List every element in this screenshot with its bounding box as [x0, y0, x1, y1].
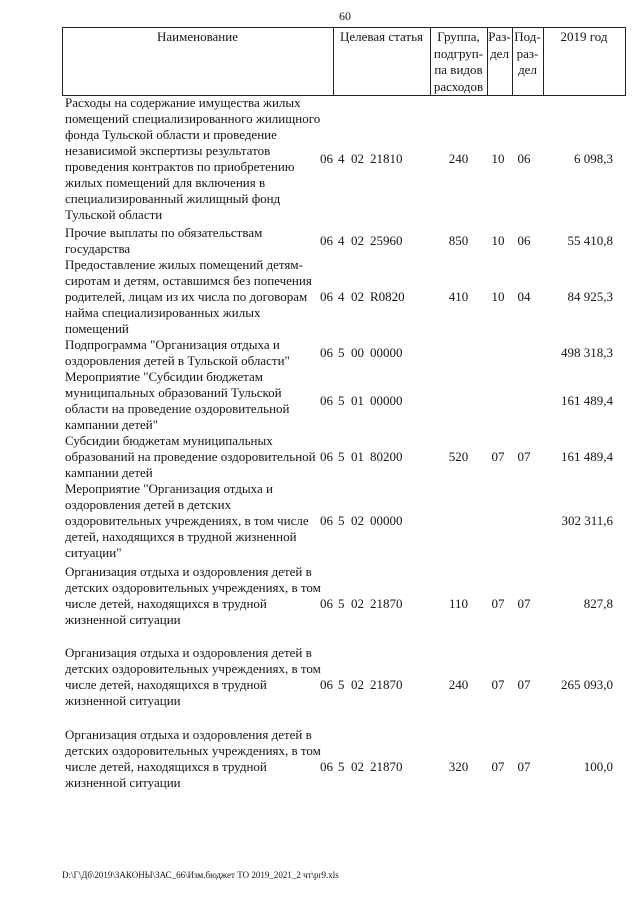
subsection: 07	[517, 596, 531, 611]
section: 10	[491, 151, 505, 166]
target-code-direction: 00000	[370, 345, 403, 360]
target-code-event: 02	[351, 759, 364, 774]
target-code-program: 06	[320, 677, 333, 692]
row-values	[0, 677, 640, 693]
target-code-program: 06	[320, 289, 333, 304]
target-code-direction: 00000	[370, 513, 403, 528]
target-code-direction: 25960	[370, 233, 403, 248]
target-code-event: 00	[351, 345, 364, 360]
row-name-line: числе детей, находящихся в трудной	[65, 677, 267, 692]
row-name-line: Тульской области	[65, 207, 163, 222]
target-code-subprogram: 5	[338, 759, 345, 774]
row-name-line: детских оздоровительных учреждениях, в том	[65, 743, 321, 758]
target-code-subprogram: 5	[338, 449, 345, 464]
target-code-subprogram: 5	[338, 393, 345, 408]
target-code-program: 06	[320, 345, 333, 360]
header-subsection-line: раз-	[516, 45, 539, 61]
section: 10	[491, 289, 505, 304]
page-number: 60	[339, 9, 351, 23]
amount-2019: 161 489,4	[561, 393, 613, 408]
target-code-subprogram: 4	[338, 233, 345, 248]
row-name-line: числе детей, находящихся в трудной	[65, 759, 267, 774]
expense-group: 520	[448, 449, 469, 464]
header-name-label: Наименование	[157, 29, 238, 44]
section: 07	[491, 677, 505, 692]
table-row	[0, 564, 640, 627]
row-name-line: муниципальных образований Тульской	[65, 385, 282, 400]
table-row	[0, 481, 640, 560]
amount-2019: 100,0	[583, 759, 613, 774]
row-values	[0, 449, 640, 465]
row-values	[0, 596, 640, 612]
row-name-line: детских оздоровительных учреждениях, в том	[65, 580, 321, 595]
target-code-event: 02	[351, 596, 364, 611]
expense-group: 110	[448, 596, 469, 611]
header-group-line: па видов	[434, 62, 483, 77]
header-subsection-line: дел	[518, 62, 537, 77]
table-row	[0, 337, 640, 368]
target-code-direction: 21870	[370, 596, 403, 611]
row-name-line: оздоровления детей в Тульской области"	[65, 353, 290, 368]
header-year	[543, 29, 625, 46]
target-code-event: 02	[351, 677, 364, 692]
row-name-line: Прочие выплаты по обязательствам	[65, 225, 263, 240]
row-values	[0, 151, 640, 167]
expense-group: 240	[448, 677, 469, 692]
target-code-event: 02	[351, 289, 364, 304]
header-section-line: Раз-	[488, 29, 511, 44]
amount-2019: 6 098,3	[574, 151, 613, 166]
row-name-line: кампании детей	[65, 465, 153, 480]
row-name-line: сиротам и детям, оставшимся без попечения	[65, 273, 312, 288]
target-code-program: 06	[320, 233, 333, 248]
row-name-line: родителей, лицам из их числа по договорам	[65, 289, 308, 304]
table-row	[0, 727, 640, 790]
target-code-direction: 00000	[370, 393, 403, 408]
row-name-line: помещений	[65, 321, 129, 336]
row-name-line: Организация отдыха и оздоровления детей в	[65, 645, 312, 660]
row-name-line: проведения контрактов по приобретению	[65, 159, 295, 174]
section: 07	[491, 759, 505, 774]
expense-group: 410	[448, 289, 469, 304]
header-target	[333, 29, 430, 46]
table-row	[0, 95, 640, 222]
amount-2019: 265 093,0	[561, 677, 613, 692]
expense-group: 240	[448, 151, 469, 166]
row-name-line: детских оздоровительных учреждениях, в том	[65, 661, 321, 676]
header-group-line: Группа,	[437, 29, 480, 44]
section: 10	[491, 233, 505, 248]
row-values	[0, 393, 640, 409]
row-name-line: числе детей, находящихся в трудной	[65, 596, 267, 611]
table-row	[0, 225, 640, 256]
section: 07	[491, 449, 505, 464]
table-row	[0, 369, 640, 432]
header-year-label: 2019 год	[560, 29, 608, 44]
row-values	[0, 289, 640, 305]
header-section-line: дел	[490, 45, 509, 61]
row-name-line: жизненной ситуации	[65, 612, 181, 627]
row-values	[0, 759, 640, 775]
section: 07	[491, 596, 505, 611]
row-name-line: детей, находящихся в трудной жизненной	[65, 529, 297, 544]
amount-2019: 827,8	[583, 596, 613, 611]
header-target-label: Целевая статья	[339, 29, 423, 44]
target-code-subprogram: 5	[338, 677, 345, 692]
target-code-program: 06	[320, 393, 333, 408]
table-row	[0, 433, 640, 480]
expense-group: 320	[448, 759, 469, 774]
row-name-line: Организация отдыха и оздоровления детей в	[65, 564, 312, 579]
subsection: 04	[517, 289, 531, 304]
target-code-subprogram: 5	[338, 345, 345, 360]
row-name-line: кампании детей"	[65, 417, 159, 432]
header-name	[62, 29, 333, 46]
header-section	[487, 29, 512, 62]
header-group-line: подгруп-	[433, 45, 484, 61]
amount-2019: 498 318,3	[561, 345, 613, 360]
amount-2019: 302 311,6	[561, 513, 613, 528]
target-code-direction: 80200	[370, 449, 403, 464]
row-name-line: оздоровительных учреждениях, в том числе	[65, 513, 309, 528]
row-name-line: Мероприятие "Субсидии бюджетам	[65, 369, 264, 384]
header-group	[430, 29, 487, 95]
file-path-footer: D:\Г\Дб\2019\ЗАКОНЫ\ЗАС_66\Изм.бюджет ТО 2019_2021_2 чт\pr9.xls	[62, 870, 339, 880]
header-group-line: расходов	[433, 78, 484, 94]
row-values	[0, 345, 640, 361]
row-name-line: области на проведение оздоровительной	[65, 401, 290, 416]
row-name-line: Субсидии бюджетам муниципальных	[65, 433, 273, 448]
table-row	[0, 257, 640, 336]
row-name-line: специализированный жилищный фонд	[65, 191, 281, 206]
table-row	[0, 645, 640, 708]
amount-2019: 55 410,8	[567, 233, 613, 248]
target-code-subprogram: 4	[338, 151, 345, 166]
row-name-line: Расходы на содержание имущества жилых	[65, 95, 301, 110]
row-name-line: найма специализированных жилых	[65, 305, 261, 320]
row-name-line: Мероприятие "Организация отдыха и	[65, 481, 273, 496]
subsection: 07	[517, 677, 531, 692]
row-name-line: независимой экспертизы результатов	[65, 143, 271, 158]
target-code-event: 01	[351, 449, 364, 464]
header-subsection	[512, 29, 543, 79]
row-name-line: Подпрограмма "Организация отдыха и	[65, 337, 280, 352]
target-code-subprogram: 4	[338, 289, 345, 304]
row-name-line: фонда Тульской области и проведение	[65, 127, 277, 142]
target-code-direction: 21810	[370, 151, 403, 166]
target-code-direction: R0820	[370, 289, 405, 304]
subsection: 06	[517, 151, 531, 166]
row-name-line: жизненной ситуации	[65, 693, 181, 708]
amount-2019: 84 925,3	[567, 289, 613, 304]
subsection: 07	[517, 449, 531, 464]
subsection: 07	[517, 759, 531, 774]
target-code-event: 02	[351, 233, 364, 248]
target-code-subprogram: 5	[338, 513, 345, 528]
row-name-line: помещений специализированного жилищного	[65, 111, 321, 126]
target-code-direction: 21870	[370, 677, 403, 692]
target-code-program: 06	[320, 513, 333, 528]
row-values	[0, 513, 640, 529]
subsection: 06	[517, 233, 531, 248]
target-code-program: 06	[320, 449, 333, 464]
header-subsection-line: Под-	[514, 29, 541, 44]
amount-2019: 161 489,4	[561, 449, 613, 464]
target-code-subprogram: 5	[338, 596, 345, 611]
target-code-program: 06	[320, 596, 333, 611]
row-values	[0, 233, 640, 249]
target-code-event: 02	[351, 513, 364, 528]
row-name-line: образований на проведение оздоровительной	[65, 449, 316, 464]
target-code-direction: 21870	[370, 759, 403, 774]
row-name-line: государства	[65, 241, 131, 256]
target-code-event: 02	[351, 151, 364, 166]
row-name-line: жилых помещений для включения в	[65, 175, 266, 190]
row-name-line: оздоровления детей в детских	[65, 497, 232, 512]
target-code-event: 01	[351, 393, 364, 408]
row-name-line: ситуации"	[65, 545, 122, 560]
row-name-line: жизненной ситуации	[65, 775, 181, 790]
expense-group: 850	[448, 233, 469, 248]
target-code-program: 06	[320, 151, 333, 166]
row-name-line: Организация отдыха и оздоровления детей в	[65, 727, 312, 742]
target-code-program: 06	[320, 759, 333, 774]
row-name-line: Предоставление жилых помещений детям-	[65, 257, 303, 272]
